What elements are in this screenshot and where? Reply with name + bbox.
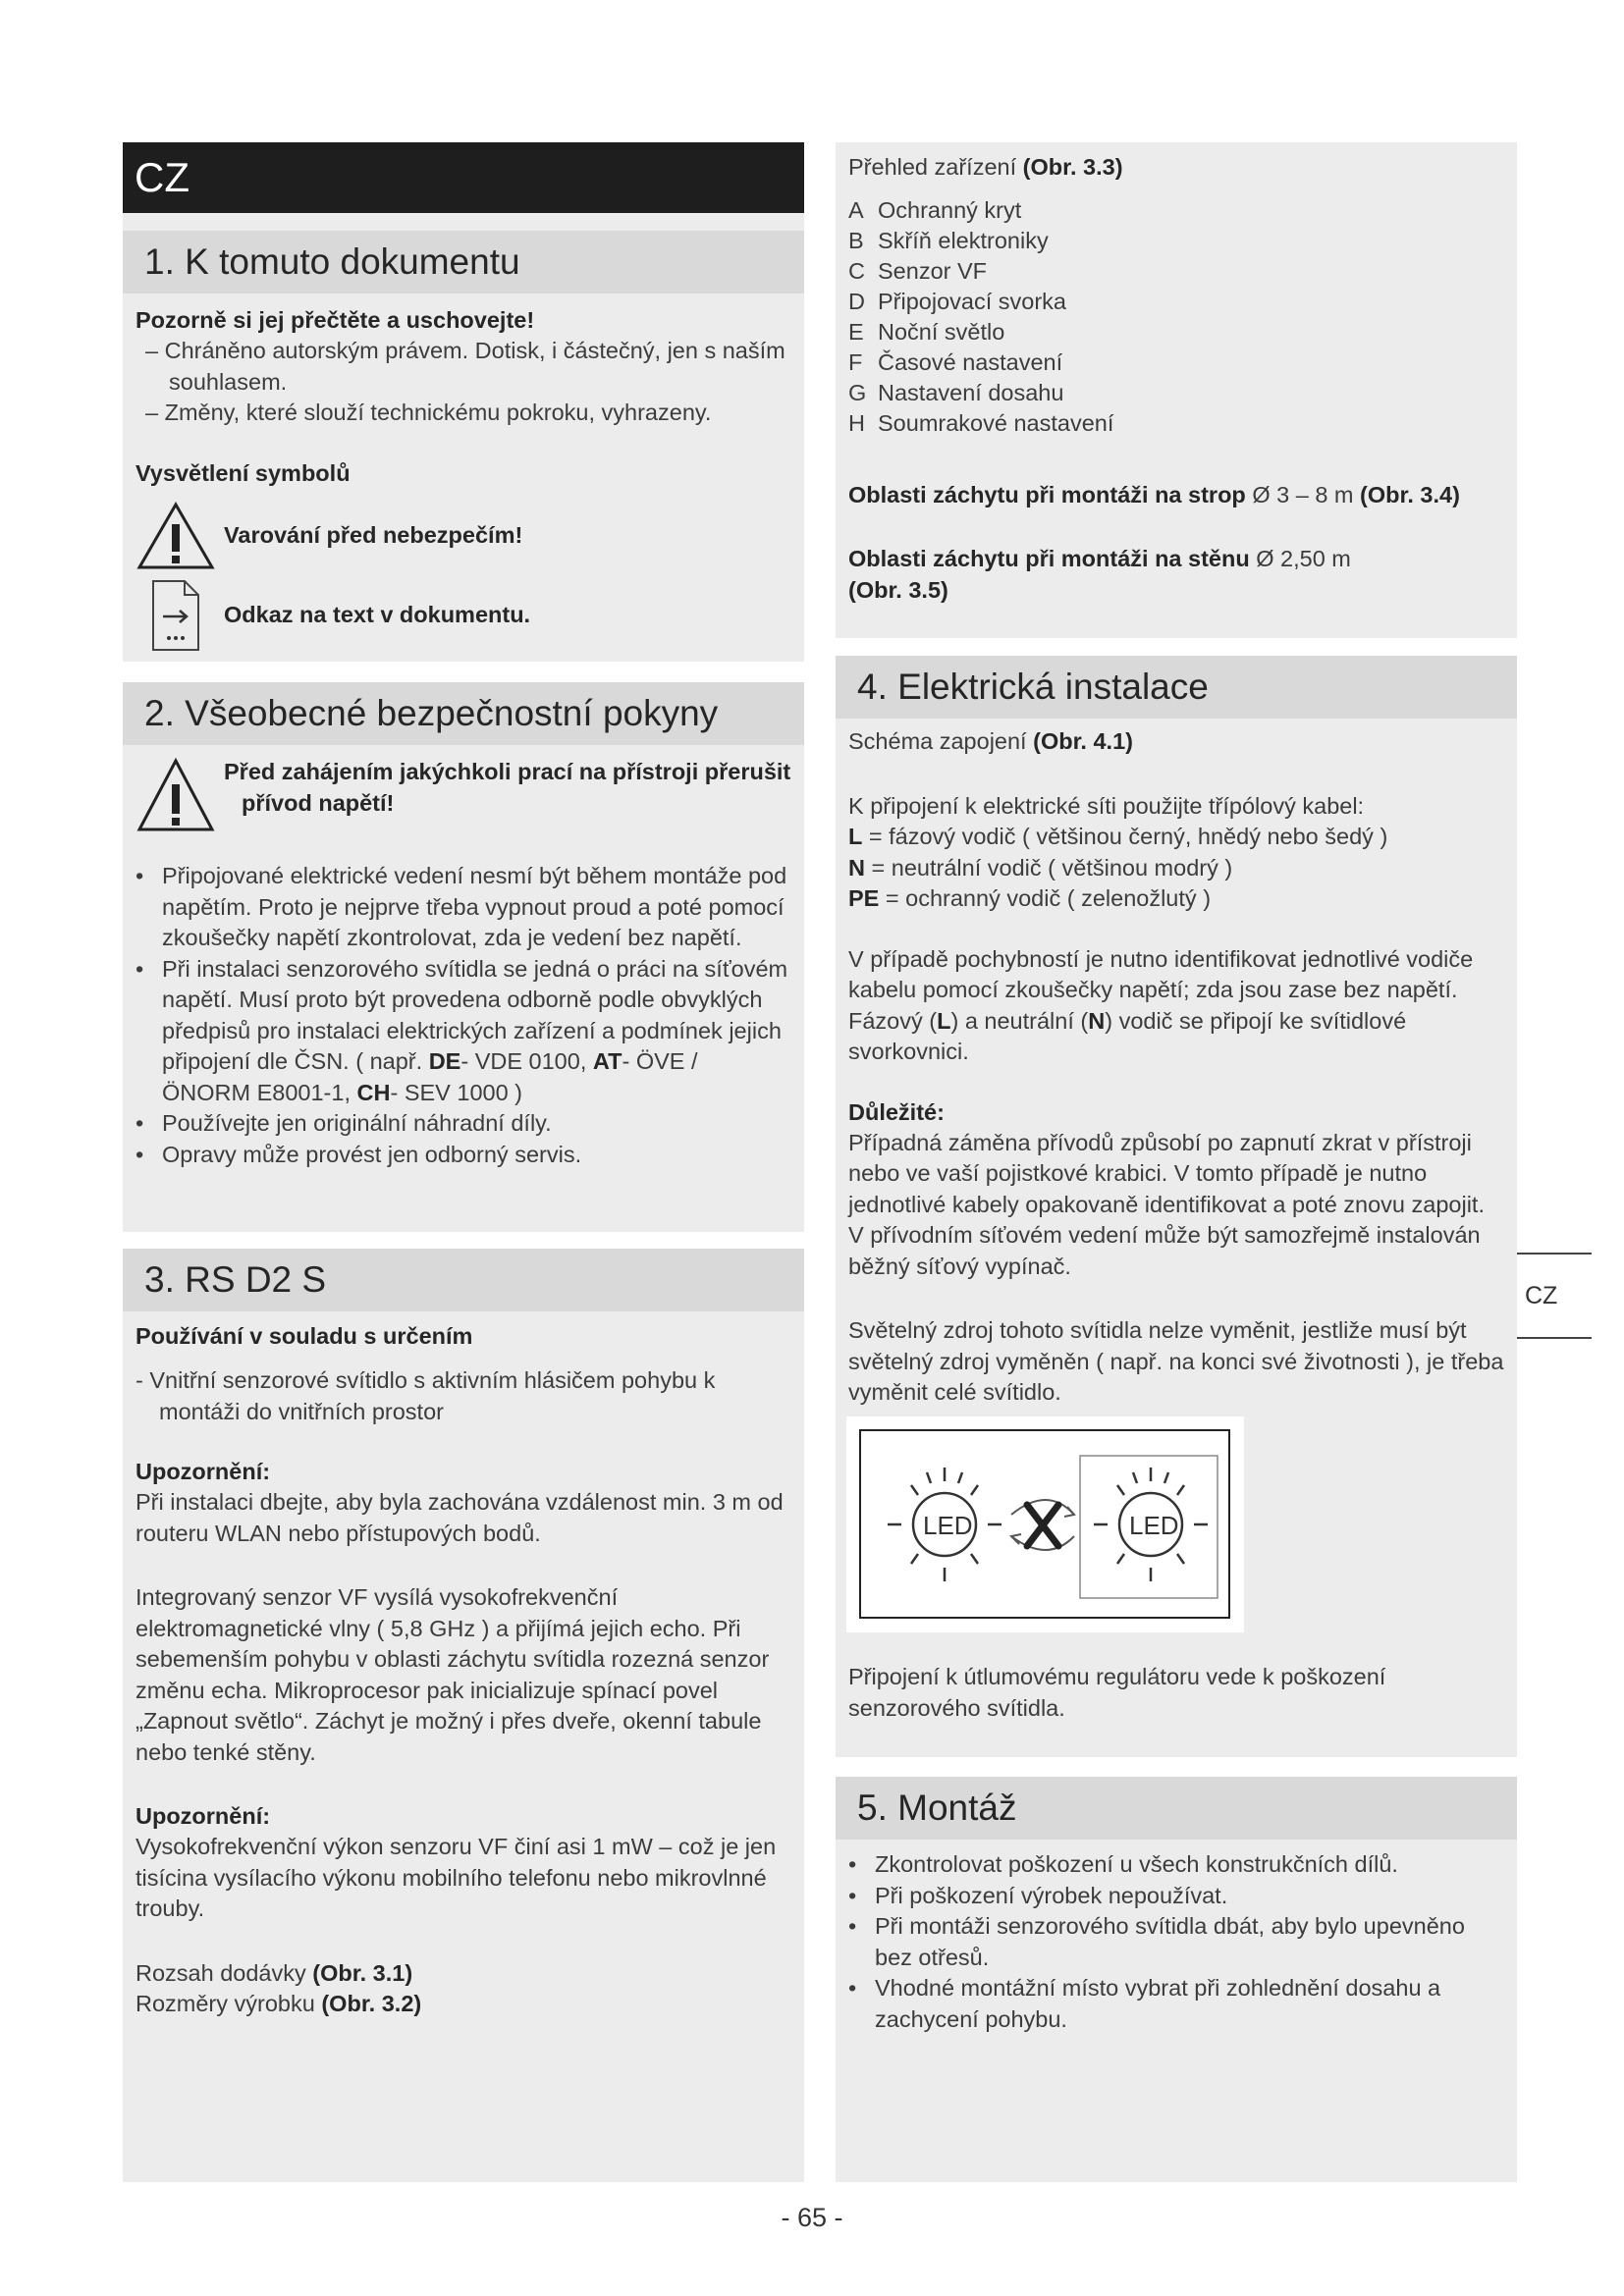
section-5-title: 5. Montáž: [836, 1777, 1517, 1840]
page-number: - 65 -: [781, 2203, 843, 2232]
list-item: [848, 378, 1504, 408]
important-heading: Důležité:: [848, 1098, 945, 1125]
wall-label: Oblasti záchytu při montáži na stěnu: [848, 546, 1257, 571]
section-4-title: 4. Elektrická instalace: [836, 656, 1517, 719]
wire-row: [848, 883, 1504, 915]
figure-reference: (Obr. 3.3): [1022, 154, 1123, 180]
led-diagram: [846, 1416, 1244, 1632]
part-key: E: [848, 318, 864, 345]
section-3-title: 3. RS D2 S: [123, 1249, 804, 1311]
part-name: Ochranný kryt: [878, 196, 1022, 223]
wire-list: [848, 822, 1504, 915]
list-item: – Chráněno autorským právem. Dotisk, i částečný, jen s naším souhlasem.: [145, 338, 785, 395]
doubt-part: V případě pochybností je nutno identifikovat jednotlivé vodiče kabelu pomocí zkoušečky napětí; zda jsou zase bez napětí. Fázový (: [848, 945, 1474, 1034]
section-3-panel: [123, 1249, 804, 2182]
list-item: • Připojované elektrické vedení nesmí být během montáže pod napětím. Proto je nejprve třeba vypnout proud a poté pomocí zkoušečky napětí zkontrolovat, zda je vedení bez napětí.: [135, 861, 791, 954]
side-tab-line-bottom: [1517, 1337, 1592, 1339]
list-item: • Při poškození výrobek nepoužívat.: [848, 1881, 1485, 1912]
part-name: Skříň elektroniky: [878, 227, 1049, 253]
part-key: C: [848, 257, 865, 284]
wall-value: Ø 2,50 m: [1256, 546, 1351, 571]
symbol-reference-row: [135, 577, 791, 654]
country-at: AT: [592, 1048, 623, 1074]
scope-label: Rozsah dodávky: [135, 1959, 313, 1986]
figure-reference: (Obr. 3.2): [321, 1991, 422, 2016]
list-item: [848, 226, 1504, 256]
list-item-text: - SEV 1000 ): [390, 1079, 523, 1105]
doubt-part: ) vodič se připojí ke svítidlové svorkovnici.: [848, 1007, 1407, 1064]
part-name: Časové nastavení: [878, 348, 1063, 375]
figure-reference: (Obr. 3.1): [312, 1959, 413, 1986]
part-name: Senzor VF: [878, 257, 988, 284]
side-tab-line-top: [1517, 1253, 1592, 1255]
list-item: [135, 954, 791, 1109]
symbol-warning-row: [135, 501, 791, 571]
section-1-panel: [123, 142, 804, 662]
list-item-text: - ÖVE / ÖNORM E8001-1,: [162, 1048, 698, 1105]
side-tab-label: CZ: [1525, 1282, 1558, 1309]
list-item: - Vnitřní senzorové svítidlo s aktivním hlásičem pohybu k montáži do vnitřních prostor: [135, 1367, 716, 1424]
wire-desc: = fázový vodič ( většinou černý, hnědý nebo šedý ): [868, 824, 1388, 849]
cross-icon: [1027, 1505, 1058, 1546]
doubt-text: [848, 944, 1504, 1068]
scheme-label: Schéma zapojení: [848, 728, 1034, 754]
list-item: • Zkontrolovat poškození u všech konstrukčních dílů.: [848, 1849, 1485, 1881]
intended-use-list: [135, 1365, 791, 1427]
list-item: • Používejte jen originální náhradní díly.: [135, 1108, 791, 1140]
part-key: A: [848, 196, 864, 223]
led-label: LED: [923, 1511, 973, 1540]
intended-use-heading: Používání v souladu s určením: [135, 1323, 473, 1349]
dimensions-label: Rozměry výrobku: [135, 1991, 322, 2016]
part-key: G: [848, 379, 867, 405]
part-key: F: [848, 348, 863, 375]
wall-detection: [848, 544, 1504, 606]
ceiling-detection: [848, 480, 1504, 511]
section-1-title: 1. K tomuto dokumentu: [123, 231, 804, 294]
light-source-text: Světelný zdroj tohoto svítidla nelze vyměnit, jestliže musí být světelný zdroj vyměněn ( např. na konci své životnosti ), je třeba vyměnit celé svítidlo.: [848, 1317, 1504, 1405]
list-item: [848, 317, 1504, 347]
overview-panel: [836, 142, 1517, 638]
symbols-heading: Vysvětlení symbolů: [135, 459, 351, 486]
section-1-list: [135, 336, 791, 429]
country-ch: CH: [356, 1079, 391, 1105]
wire-l: L: [937, 1007, 951, 1034]
section-2-title: 2. Všeobecné bezpečnostní pokyny: [123, 682, 804, 745]
scope-of-delivery: [135, 1958, 791, 1990]
parts-list: [848, 195, 1504, 439]
wire-desc: = ochranný vodič ( zelenožlutý ): [885, 885, 1212, 911]
ceiling-value: Ø 3 – 8 m: [1252, 481, 1361, 507]
list-item: • Při montáži senzorového svítidla dbát, aby bylo upevněno bez otřesů.: [848, 1911, 1485, 1973]
warning-heading: Pozorně si jej přečtěte a uschovejte!: [135, 307, 535, 333]
list-item: [848, 347, 1504, 378]
warning-triangle-icon: [135, 757, 216, 833]
list-item-text: - VDE 0100,: [460, 1048, 593, 1074]
list-item: [848, 408, 1504, 439]
wire-key: PE: [848, 885, 880, 911]
part-key: D: [848, 288, 865, 314]
part-name: Nastavení dosahu: [878, 379, 1064, 405]
note-heading: Upozornění:: [135, 1803, 271, 1829]
overview-heading: [848, 152, 1504, 184]
doubt-part: ) a neutrální (: [950, 1007, 1089, 1034]
safety-list: [135, 861, 791, 1170]
part-key: H: [848, 409, 865, 436]
list-item: • Opravy může provést jen odborný servis.: [135, 1140, 791, 1171]
power-warning-row: [135, 757, 791, 833]
wire-n: N: [1088, 1007, 1106, 1034]
section-4-panel: [836, 656, 1517, 1757]
symbol-warning-label: Varování před nebezpečím!: [224, 521, 523, 548]
part-name: Noční světlo: [878, 318, 1005, 345]
part-name: Připojovací svorka: [878, 288, 1066, 314]
cable-intro: K připojení k elektrické síti použijte třípólový kabel:: [848, 792, 1365, 819]
section-5-panel: [836, 1777, 1517, 2182]
ceiling-label: Oblasti záchytu při montáži na strop: [848, 481, 1253, 507]
language-bar: CZ: [123, 142, 804, 213]
note-text: Při instalaci dbejte, aby byla zachována vzdálenost min. 3 m od routeru WLAN nebo přístupových bodů.: [135, 1489, 784, 1546]
list-item: • Vhodné montážní místo vybrat při zohlednění dosahu a zachycení pohybu.: [848, 1973, 1485, 2035]
power-warning-text: Před zahájením jakýchkoli prací na přístroji přerušit přívod napětí!: [224, 759, 791, 816]
wire-row: [848, 822, 1504, 853]
warning-triangle-icon: [135, 501, 216, 571]
part-key: B: [848, 227, 864, 253]
mounting-list: [848, 1849, 1504, 2035]
list-item: [848, 287, 1504, 317]
list-item: – Změny, které slouží technickému pokroku, vyhrazeny.: [145, 400, 712, 425]
part-name: Soumrakové nastavení: [878, 409, 1114, 436]
list-item: [848, 195, 1504, 226]
section-2-panel: [123, 682, 804, 1232]
document-reference-icon: [135, 577, 216, 654]
list-item: [848, 256, 1504, 287]
hf-sensor-text: Integrovaný senzor VF vysílá vysokofrekvenční elektromagnetické vlny ( 5,8 GHz ) a přijímá jejich echo. Při sebemenším pohybu v oblasti záchytu svítidla rozezná senzor změnu echa. Mikroprocesor pak inicializuje spínací povel „Zapnout světlo“. Záchyt je možný i přes dveře, okenní tabule nebo tenké stěny.: [135, 1584, 770, 1765]
product-dimensions: [135, 1989, 791, 2020]
wire-row: [848, 853, 1504, 884]
overview-label: Přehled zařízení: [848, 154, 1023, 180]
note-text: Vysokofrekvenční výkon senzoru VF činí asi 1 mW – což je jen tisícina vysílacího výkonu mobilního telefonu nebo mikrovlnné trouby.: [135, 1834, 777, 1921]
wire-key: L: [848, 824, 863, 849]
note-heading: Upozornění:: [135, 1459, 271, 1484]
symbol-reference-label: Odkaz na text v dokumentu.: [224, 601, 531, 627]
list-item-text: Při instalaci senzorového svítidla se jedná o práci na síťovém napětí. Musí proto být provedena odborně podle obvyklých předpisů pro instalaci elektrických zařízení a podmínek jejich připojení dle ČSN. ( např.: [162, 955, 788, 1074]
figure-reference: (Obr. 3.5): [848, 576, 948, 603]
wire-key: N: [848, 854, 865, 881]
wiring-scheme: [848, 726, 1504, 758]
figure-reference: (Obr. 4.1): [1033, 728, 1133, 754]
country-de: DE: [428, 1048, 461, 1074]
dimmer-warning: Připojení k útlumovému regulátoru vede k poškození senzorového svítidla.: [848, 1664, 1386, 1721]
figure-reference: (Obr. 3.4): [1360, 481, 1460, 507]
led-label: LED: [1129, 1511, 1179, 1540]
led-not-replaceable-figure: [846, 1416, 1244, 1632]
wire-desc: = neutrální vodič ( většinou modrý ): [871, 854, 1233, 881]
important-text: Případná záměna přívodů způsobí po zapnutí zkrat v přístroji nebo ve vaší pojistkové krabici. V tomto případě je nutno jednotlivé kabely opakovaně identifikovat a poté znovu zapojit. V přívodním síťovém vedení může být samozřejmě instalován běžný síťový vypínač.: [848, 1129, 1485, 1279]
